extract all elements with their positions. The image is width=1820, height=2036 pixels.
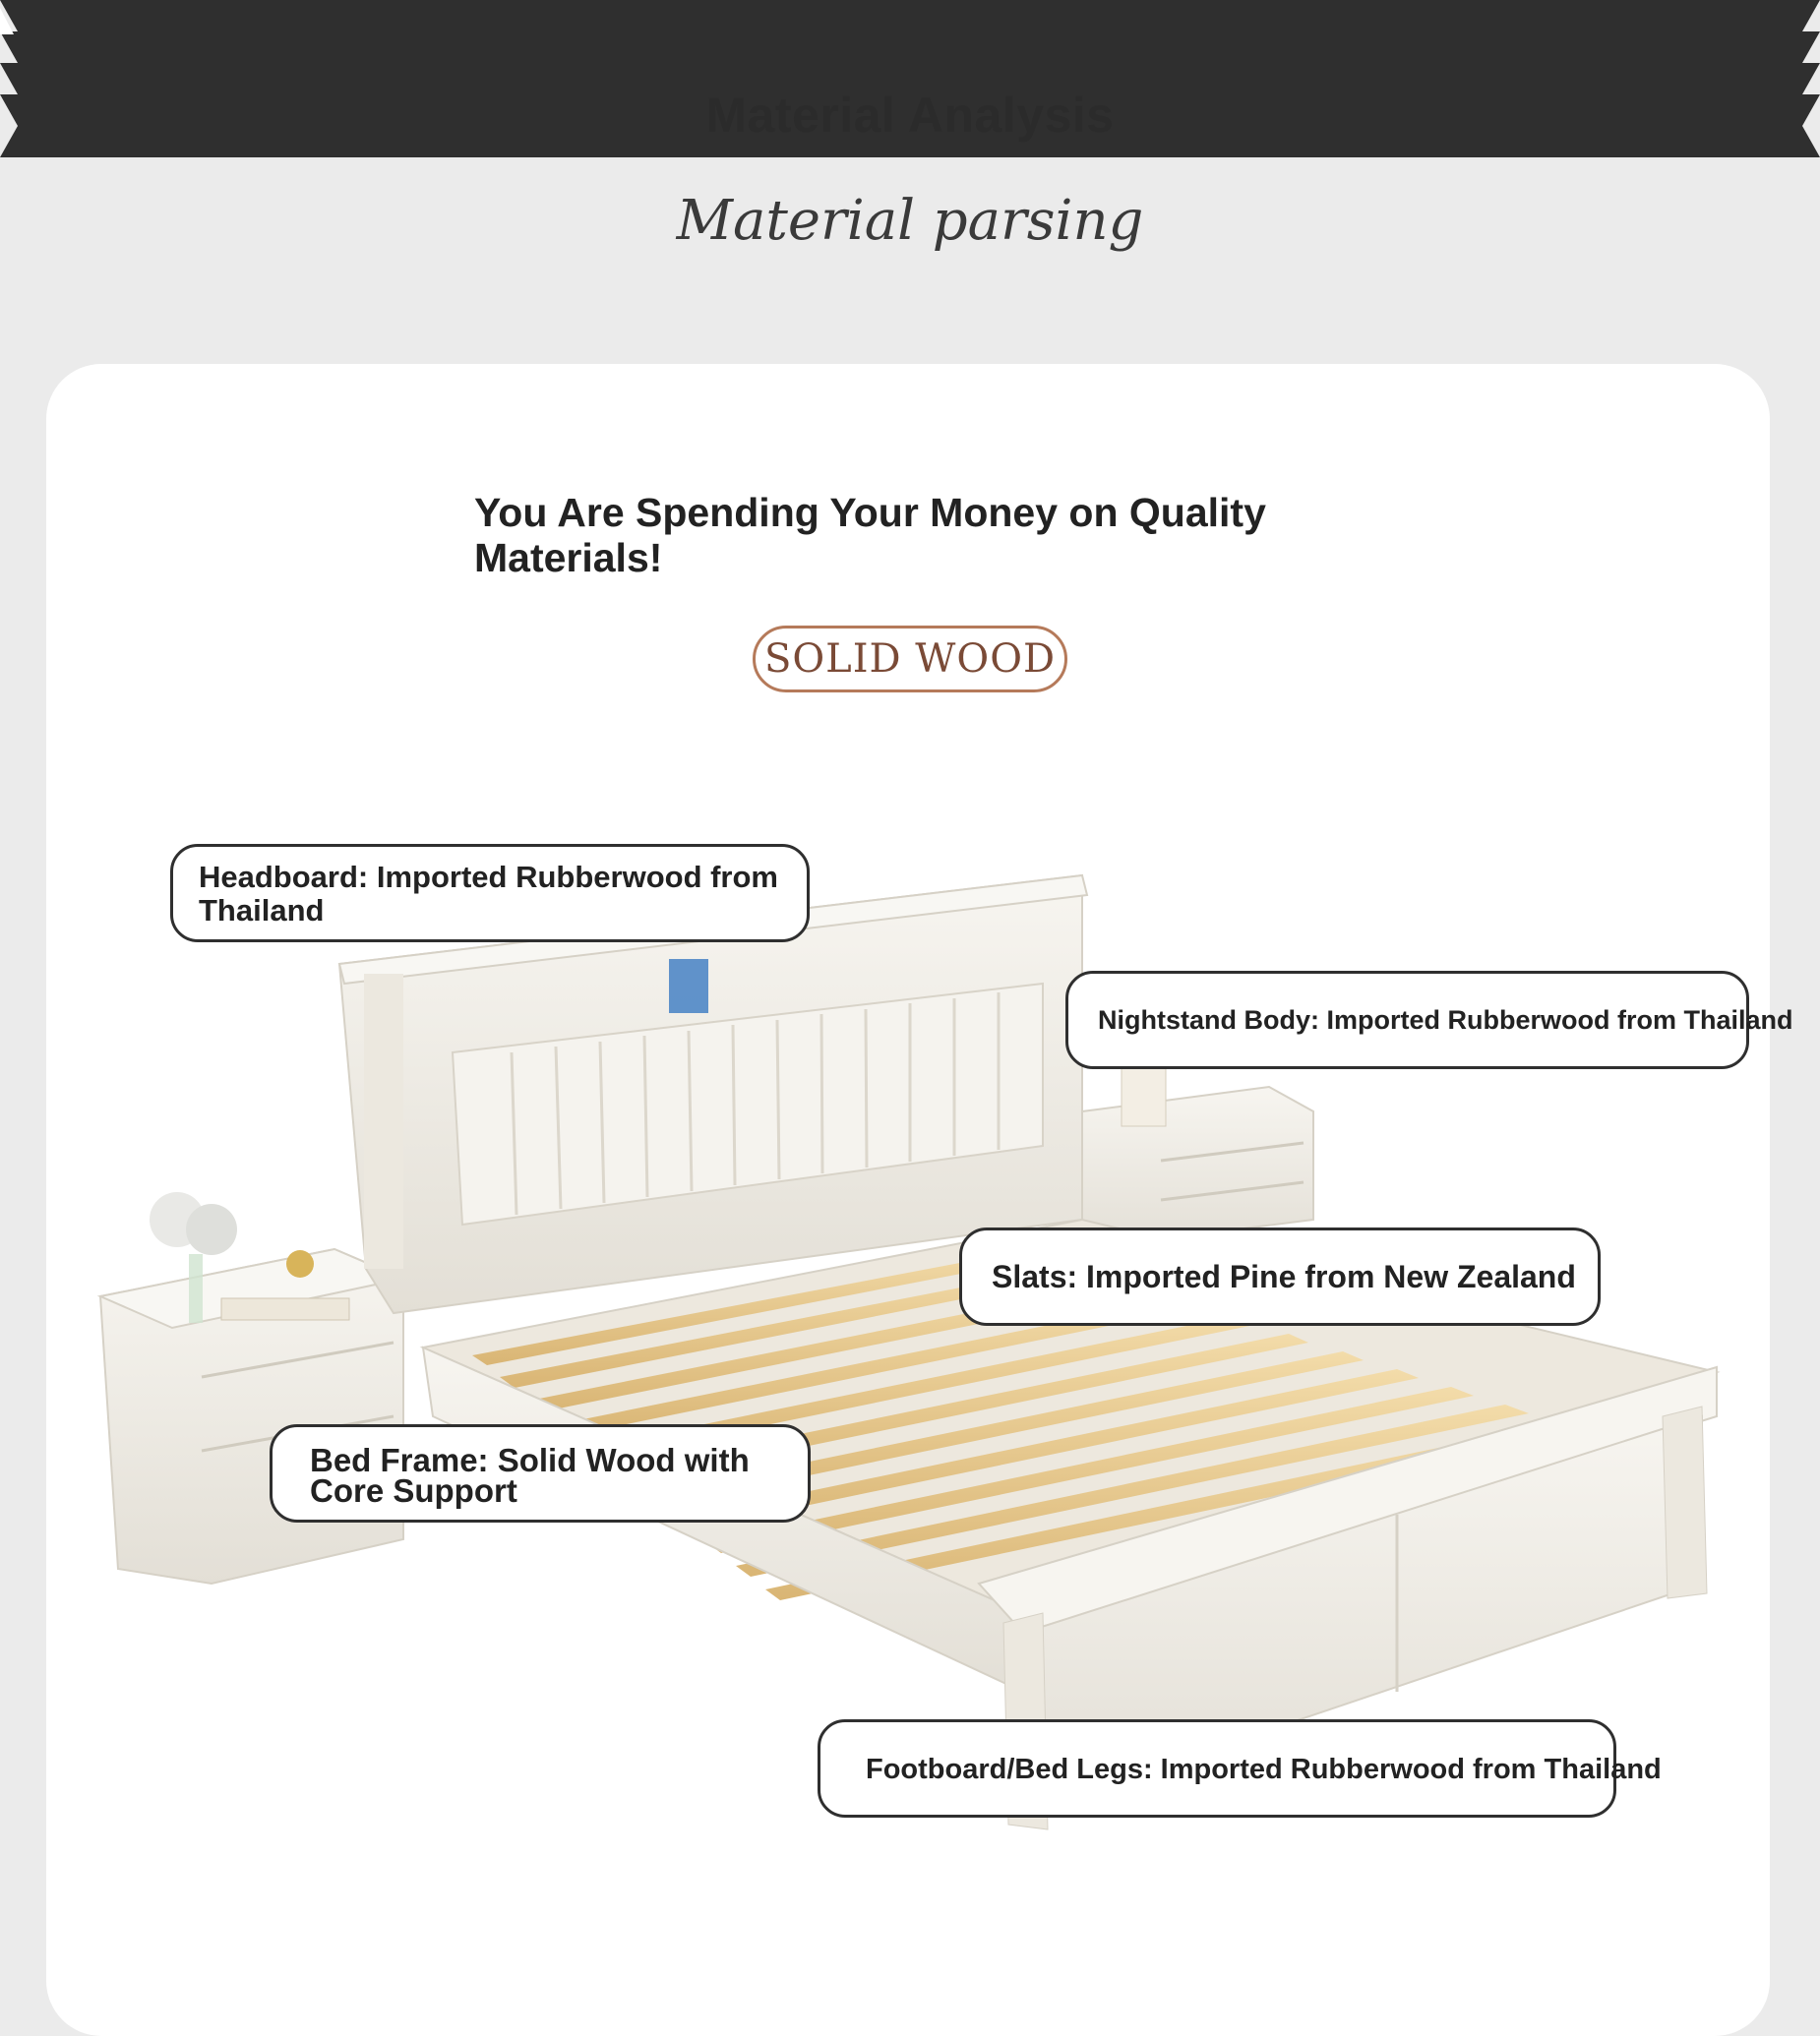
callout-headboard	[170, 844, 810, 942]
callout-headboard-text: Headboard: Imported Rubberwood from Thailand	[199, 860, 778, 928]
callout-footboard-text: Footboard/Bed Legs: Imported Rubberwood from Thailand	[866, 1754, 1662, 1785]
solid-wood-badge: SOLID WOOD	[753, 626, 1067, 692]
right-nightstand	[1082, 1067, 1313, 1249]
callout-bed-frame	[270, 1424, 811, 1523]
callout-bed-frame-text: Bed Frame: Solid Wood with Core Support	[310, 1442, 750, 1509]
page-title: Material Analysis	[705, 88, 1115, 143]
left-nightstand	[100, 1192, 403, 1584]
callout-slats-text: Slats: Imported Pine from New Zealand	[992, 1259, 1576, 1294]
callout-footboard	[818, 1719, 1662, 1818]
callout-nightstand-text: Nightstand Body: Imported Rubberwood from Thailand	[1098, 1005, 1793, 1035]
headline: You Are Spending Your Money on Quality Materials!	[474, 490, 1266, 580]
callout-slats	[959, 1228, 1601, 1326]
callout-nightstand	[1065, 971, 1793, 1069]
page-subtitle: Material parsing	[676, 189, 1144, 253]
